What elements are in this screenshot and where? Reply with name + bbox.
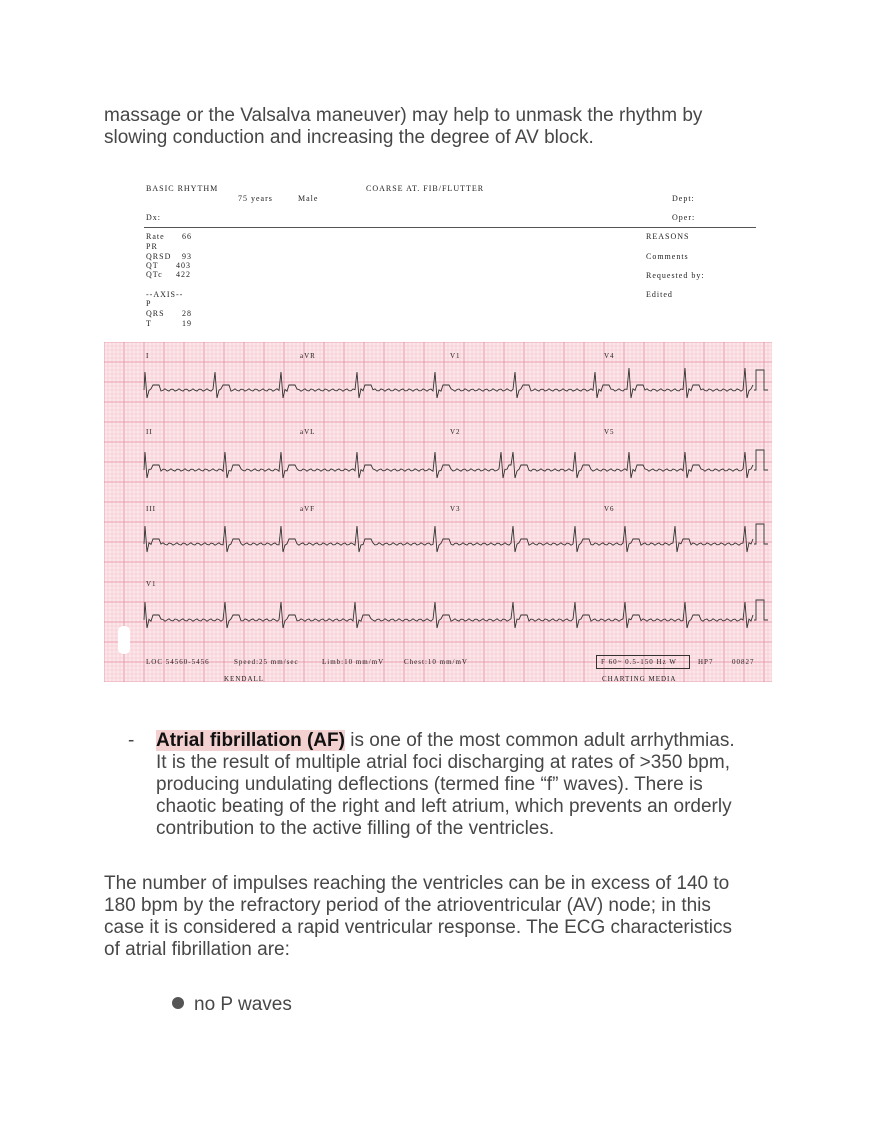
footer-speed: Speed:25 mm/sec (234, 658, 299, 666)
ecg-oper: Oper: (672, 213, 696, 222)
meas-label: QRSD (146, 252, 172, 261)
axis-label: --AXIS-- (146, 290, 184, 299)
intro-paragraph: massage or the Valsalva maneuver) may help to unmask the rhythm by slowing conduction and increasing the degree of AV block. (104, 105, 703, 148)
lead-label: II (146, 428, 153, 436)
axis-item-label: T (146, 319, 152, 328)
lead-label: V4 (604, 352, 615, 360)
axis-item-label: QRS (146, 309, 165, 318)
bullet-text (156, 730, 746, 840)
lead-label: V6 (604, 505, 615, 513)
ecg-grid (104, 342, 772, 682)
lead-label: V1 (146, 580, 157, 588)
meas-label: Rate (146, 232, 165, 241)
lead-label: I (146, 352, 150, 360)
meas-value: 93 (182, 252, 192, 261)
bullet-body: is one of the most common adult arrhythmias. It is the result of multiple atrial foci discharging at rates of >350 bpm, producing undulating deflections (termed fine “f” waves). There is chaotic beating of the right and left atrium, which prevents an orderly contribution to the active filling of the ventricles. (156, 730, 735, 839)
lead-label: V2 (450, 428, 461, 436)
highlight-term: Atrial fibrillation (AF) (156, 730, 345, 751)
ecg-dept: Dept: (672, 194, 695, 203)
ecg-figure (104, 172, 776, 687)
footer-loc: LOC 54560-5456 (146, 658, 210, 666)
meas-value: 403 (176, 261, 191, 270)
axis-item-label: P (146, 299, 152, 308)
meas-label: QTc (146, 270, 163, 279)
list-item (172, 994, 292, 1016)
lead-label: aVL (300, 428, 316, 436)
list-item-text: no P waves (194, 994, 292, 1015)
ecg-title: BASIC RHYTHM (146, 184, 219, 193)
footer-hp: HP7 (698, 658, 714, 666)
paper-tab (118, 626, 130, 654)
meas-label: PR (146, 242, 158, 251)
lead-label: V1 (450, 352, 461, 360)
ecg-comments: Comments (646, 252, 689, 261)
axis-item-value: 28 (182, 309, 192, 318)
meas-label: QT (146, 261, 159, 270)
footer-filter: F 60~ 0.5-150 Hz W (596, 655, 690, 669)
ecg-reasons: REASONS (646, 232, 690, 241)
ecg-diagnosis: COARSE AT. FIB/FLUTTER (366, 184, 485, 193)
number-paragraph: The number of impulses reaching the ventricles can be in excess of 140 to 180 bpm by the refractory period of the atrioventricular (AV) node; in this case it is considered a rapid ventricular response. The ECG characteristics of atrial fibrillation are: (104, 873, 732, 960)
ecg-age: 75 years (238, 194, 273, 203)
lead-label: aVF (300, 505, 316, 513)
dash-marker: - (128, 730, 135, 751)
axis-item-value: 19 (182, 319, 192, 328)
lead-label: III (146, 505, 156, 513)
ecg-dx: Dx: (146, 213, 161, 222)
footer-code: 00827 (732, 658, 755, 666)
meas-value: 66 (182, 232, 192, 241)
ecg-sex: Male (298, 194, 319, 203)
ecg-header (104, 172, 776, 344)
ecg-footer (104, 658, 772, 686)
footer-chest: Chest:10 mm/mV (404, 658, 468, 666)
bullet-dot-icon (172, 997, 184, 1009)
stamp-left: KENDALL (224, 675, 265, 683)
lead-label: V3 (450, 505, 461, 513)
header-rule (144, 227, 756, 228)
footer-limb: Limb:10 mm/mV (322, 658, 385, 666)
meas-value: 422 (176, 270, 191, 279)
lead-label: V5 (604, 428, 615, 436)
ecg-requested-by: Requested by: (646, 271, 705, 280)
ecg-edited: Edited (646, 290, 673, 299)
stamp-right: CHARTING MEDIA (602, 675, 677, 683)
lead-label: aVR (300, 352, 316, 360)
